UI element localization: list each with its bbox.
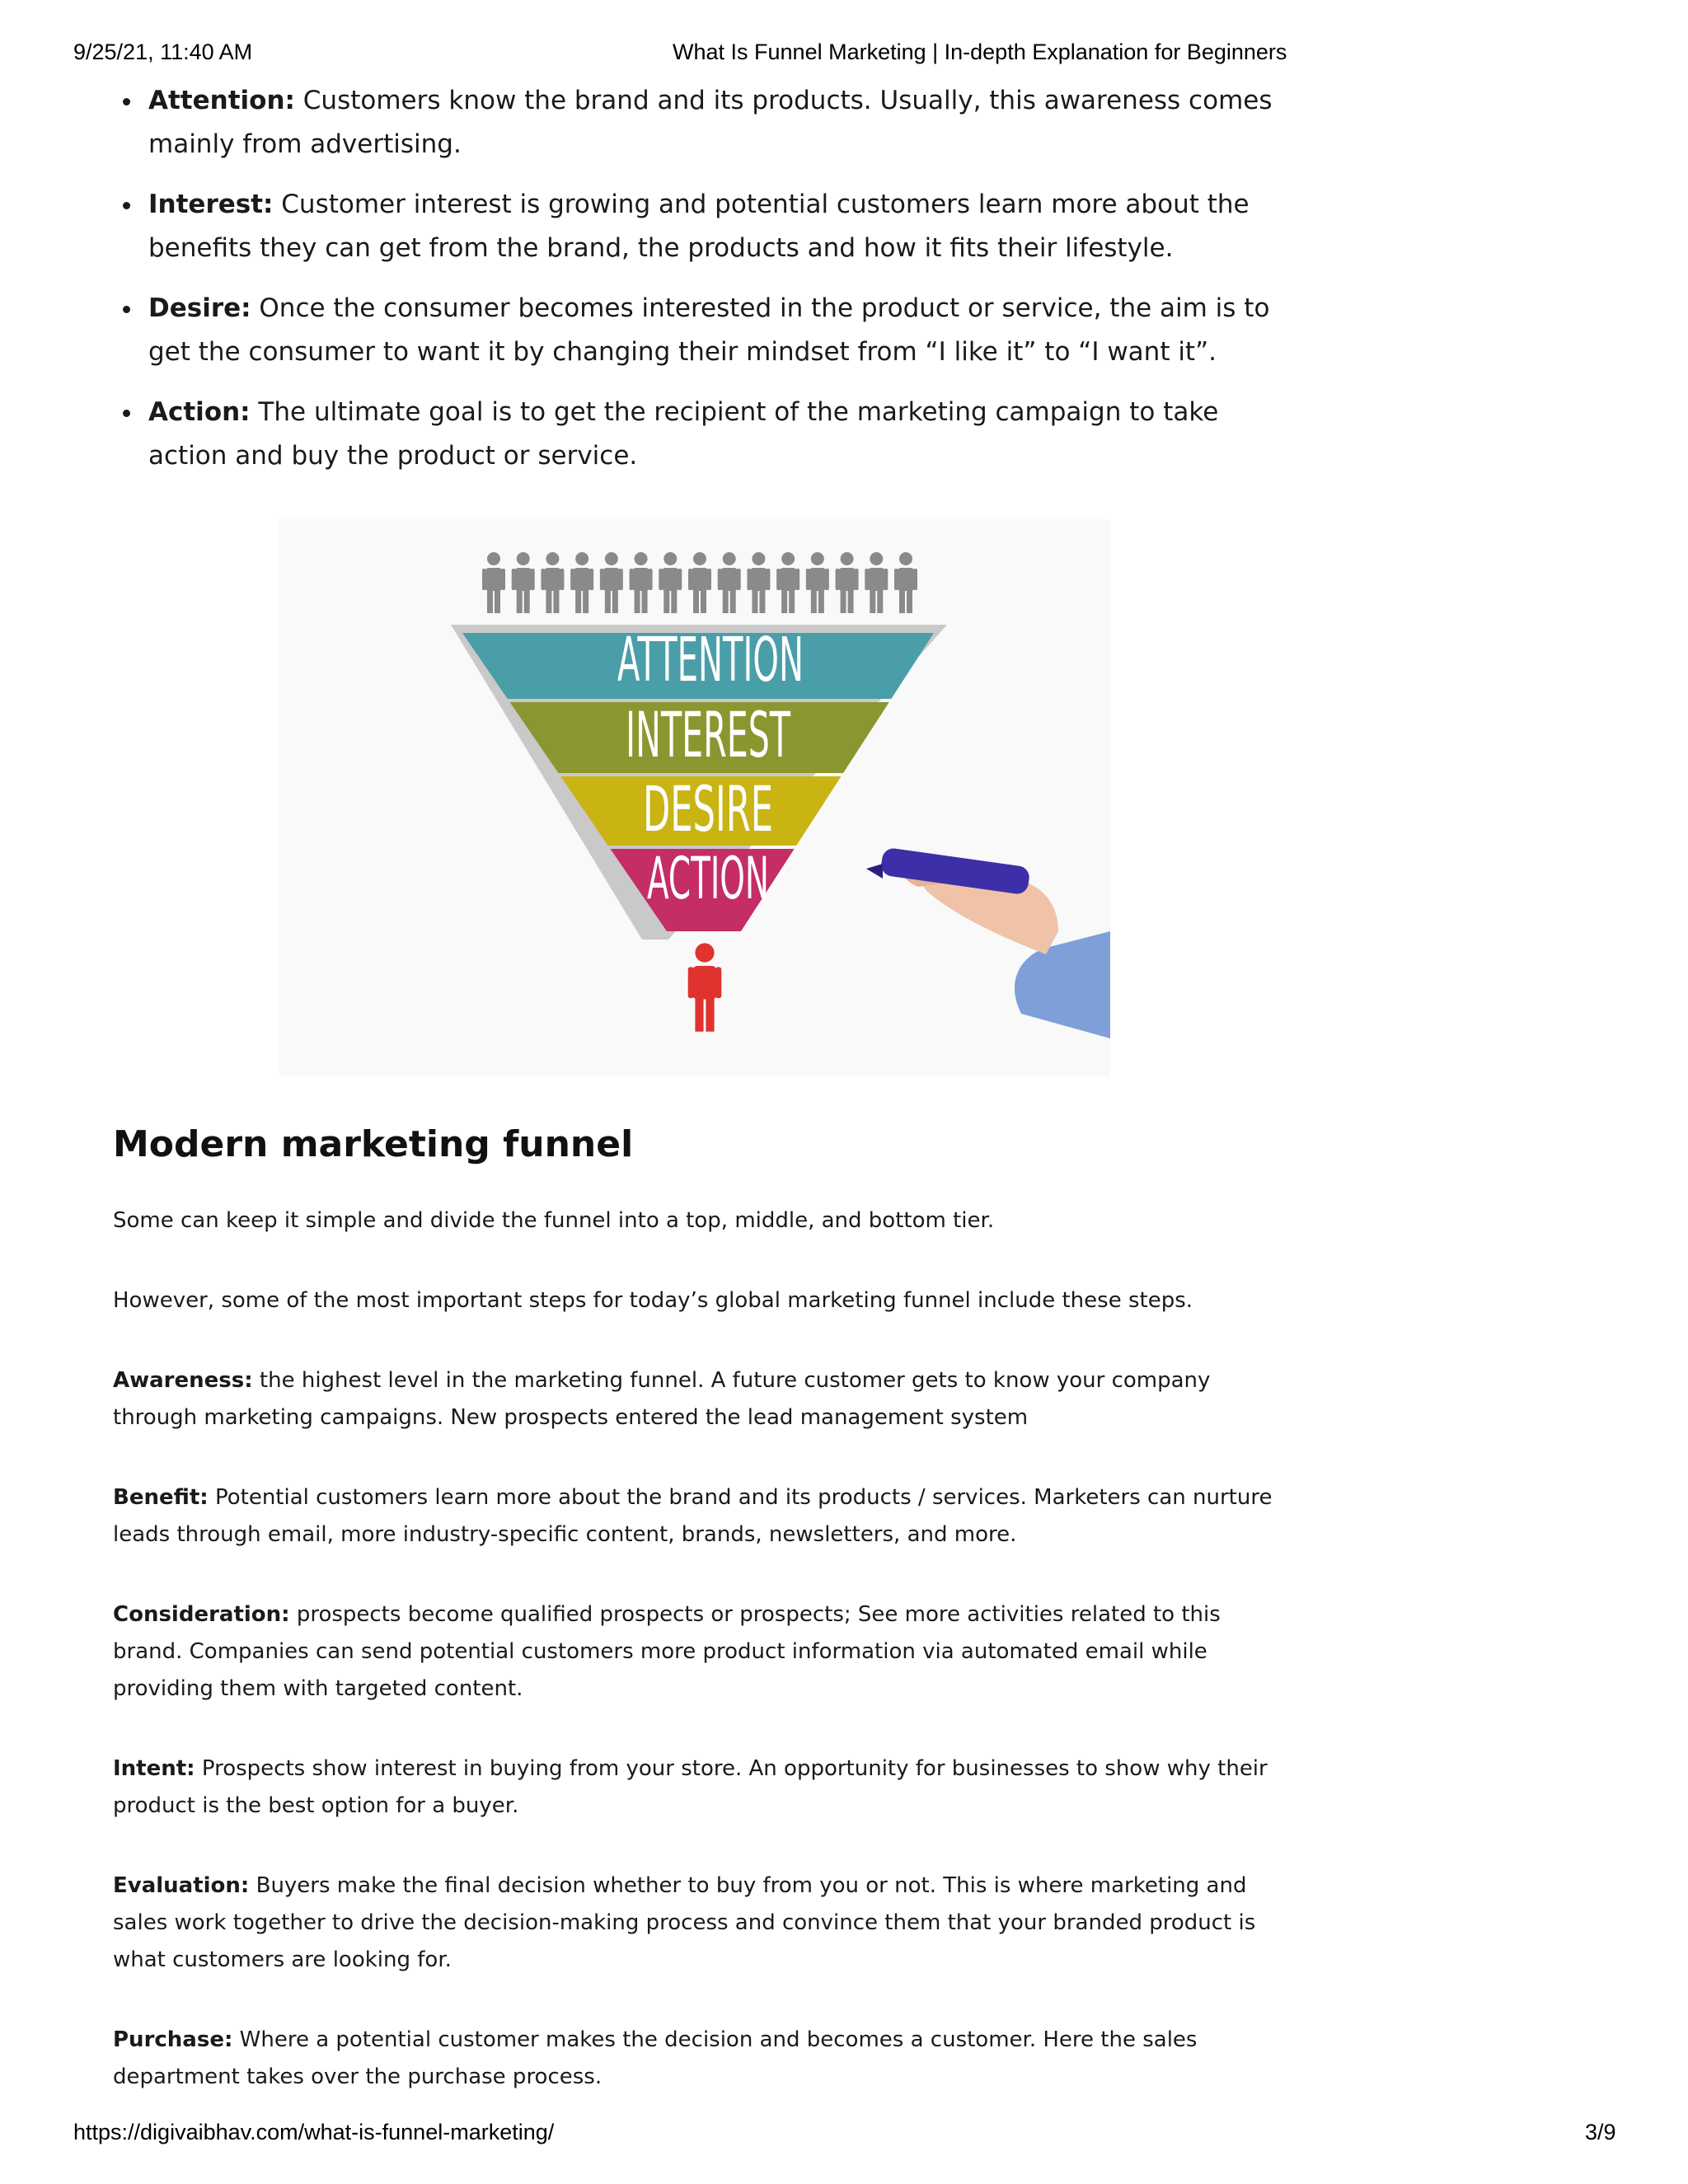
list-item-text: Customer interest is growing and potential customers learn more about the benefits they can get from the brand, the products and how it fits their lifestyle. <box>148 190 1250 263</box>
list-item-term: Attention: <box>148 86 295 115</box>
list-item-text: The ultimate goal is to get the recipient of the marketing campaign to take action and buy the product or service. <box>148 397 1219 471</box>
paragraph-step <box>113 2022 1283 2096</box>
person-icon <box>541 552 564 613</box>
modern-funnel-section <box>113 1117 1283 2139</box>
person-icon <box>688 943 722 1031</box>
list-item-term: Desire: <box>148 293 251 323</box>
step-term: Consideration: <box>113 1602 290 1627</box>
person-icon <box>776 552 799 613</box>
person-icon <box>747 552 770 613</box>
paragraph-step <box>113 1750 1283 1825</box>
paragraph-step <box>113 1868 1283 1979</box>
list-item <box>148 391 1283 478</box>
tier-label-desire: DESIRE <box>643 772 773 846</box>
aida-funnel-image <box>279 519 1110 1076</box>
print-datetime: 9/25/21, 11:40 AM <box>73 40 253 64</box>
step-text: Prospects show interest in buying from your store. An opportunity for businesses to show why their product is the best option for a buyer. <box>113 1756 1268 1818</box>
list-item-text: Customers know the brand and its products. Usually, this awareness comes mainly from advertising. <box>148 86 1273 159</box>
person-icon <box>806 552 829 613</box>
aida-funnel-illustration <box>279 519 1110 1076</box>
step-text: Potential customers learn more about the brand and its products / services. Marketers can nurture leads through email, more industry-specific content, brands, newsletters, and more. <box>113 1485 1273 1547</box>
tier-label-interest: INTEREST <box>626 698 791 771</box>
aida-list <box>113 79 1283 478</box>
print-header <box>0 40 1688 68</box>
list-item <box>148 79 1283 166</box>
step-term: Purchase: <box>113 2027 233 2052</box>
paragraph-step <box>113 1596 1283 1708</box>
tier-label-action: ACTION <box>647 845 769 912</box>
step-text: Buyers make the final decision whether to buy from you or not. This is where marketing and sales work together to drive the decision-making process and convince them that your branded product is what customers are looking for. <box>113 1873 1256 1972</box>
list-item-text: Once the consumer becomes interested in the product or service, the aim is to get the consumer to want it by changing their mindset from “I like it” to “I want it”. <box>148 293 1270 367</box>
print-url: https://digivaibhav.com/what-is-funnel-marketing/ <box>73 2120 555 2144</box>
article-content <box>113 79 1283 494</box>
person-icon <box>512 552 535 613</box>
converted-person-icon <box>688 943 722 1031</box>
print-footer <box>0 2120 1688 2148</box>
step-text: the highest level in the marketing funnel. A future customer gets to know your company through marketing campaigns. New prospects entered the lead management system <box>113 1368 1211 1430</box>
person-icon <box>894 552 917 613</box>
tier-label-attention: ATTENTION <box>617 625 804 696</box>
section-heading: Modern marketing funnel <box>113 1123 634 1165</box>
paragraph: Some can keep it simple and divide the funnel into a top, middle, and bottom tier. <box>113 1208 995 1233</box>
person-icon <box>482 552 505 613</box>
hand-with-marker <box>866 847 1110 1038</box>
person-icon <box>718 552 741 613</box>
paragraph-step <box>113 1479 1283 1554</box>
step-term: Benefit: <box>113 1485 209 1510</box>
person-icon <box>630 552 653 613</box>
print-page-number: 3/9 <box>1585 2120 1616 2144</box>
step-term: Evaluation: <box>113 1873 250 1898</box>
list-item-term: Interest: <box>148 190 274 219</box>
person-icon <box>836 552 859 613</box>
paragraph: However, some of the most important steps for today’s global marketing funnel include these steps. <box>113 1288 1193 1313</box>
person-icon <box>570 552 593 613</box>
step-text: prospects become qualified prospects or prospects; See more activities related to this brand. Companies can send potential customers more product information via automated email while providing them with targeted content. <box>113 1602 1221 1701</box>
people-row <box>482 552 917 613</box>
step-text: Where a potential customer makes the decision and becomes a customer. Here the sales department takes over the purchase process. <box>113 2027 1198 2089</box>
paragraph-step <box>113 1362 1283 1436</box>
list-item <box>148 287 1283 374</box>
person-icon <box>865 552 888 613</box>
list-item <box>148 183 1283 270</box>
print-page-title: What Is Funnel Marketing | In-depth Explanation for Beginners <box>673 40 1287 64</box>
person-icon <box>600 552 623 613</box>
list-item-term: Action: <box>148 397 251 427</box>
step-term: Intent: <box>113 1756 195 1781</box>
person-icon <box>659 552 682 613</box>
step-term: Awareness: <box>113 1368 253 1393</box>
person-icon <box>688 552 711 613</box>
